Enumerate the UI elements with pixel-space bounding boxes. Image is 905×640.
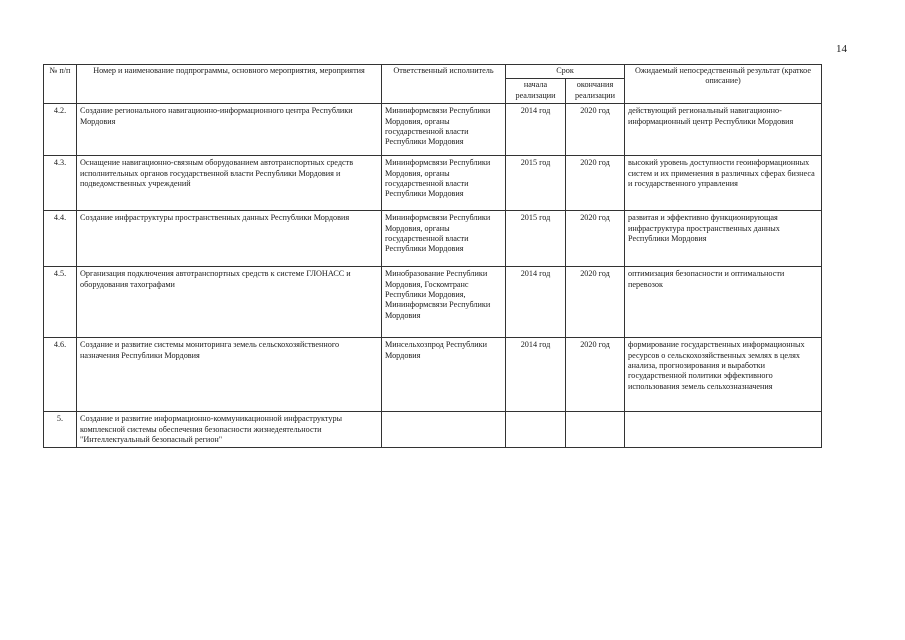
table-row	[44, 267, 822, 338]
header-end: окончания реализации	[566, 79, 625, 104]
header-term: Срок	[506, 65, 625, 79]
row-result: формирование государственных информационных ресурсов о сельскохозяйственных землях в целях анализа, прогнозирования и выработки государственной политики эффективного использования земель сельхозназначения	[625, 338, 822, 412]
row-result: развитая и эффективно функционирующая инфраструктура пространственных данных Республики Мордовия	[625, 211, 822, 267]
header-num: № п/п	[44, 65, 77, 104]
table-row	[44, 156, 822, 211]
page-number: 14	[836, 43, 847, 55]
row-end: 2020 год	[566, 211, 625, 267]
row-num: 4.5.	[44, 267, 77, 338]
header-responsible: Ответственный исполнитель	[382, 65, 506, 104]
row-start: 2015 год	[506, 156, 566, 211]
table-row	[44, 412, 822, 448]
row-start: 2014 год	[506, 338, 566, 412]
row-result: действующий региональный навигационно-информационный центр Республики Мордовия	[625, 104, 822, 156]
row-num: 4.2.	[44, 104, 77, 156]
row-result: оптимизация безопасности и оптимальности перевозок	[625, 267, 822, 338]
row-name: Создание регионального навигационно-информационного центра Республики Мордовия	[77, 104, 382, 156]
row-responsible	[382, 412, 506, 448]
row-end	[566, 412, 625, 448]
row-name: Организация подключения автотранспортных средств к системе ГЛОНАСС и оборудования тахографами	[77, 267, 382, 338]
table-row	[44, 104, 822, 156]
row-responsible: Минсельхозпрод Республики Мордовия	[382, 338, 506, 412]
row-name: Создание инфраструктуры пространственных данных Республики Мордовия	[77, 211, 382, 267]
row-end: 2020 год	[566, 338, 625, 412]
row-responsible: Мининформсвязи Республики Мордовия, органы государственной власти Республики Мордовия	[382, 104, 506, 156]
row-num: 5.	[44, 412, 77, 448]
row-responsible: Мининформсвязи Республики Мордовия, органы государственной власти Республики Мордовия	[382, 156, 506, 211]
row-responsible: Мининформсвязи Республики Мордовия, органы государственной власти Республики Мордовия	[382, 211, 506, 267]
row-num: 4.4.	[44, 211, 77, 267]
row-name: Создание и развитие информационно-коммуникационной инфраструктуры комплексной системы обеспечения безопасности жизнедеятельности "Интеллектуальный безопасный регион"	[77, 412, 382, 448]
row-name: Оснащение навигационно-связным оборудованием автотранспортных средств исполнительных органов государственной власти Республики Мордовия и подведомственных учреждений	[77, 156, 382, 211]
row-result: высокий уровень доступности геоинформационных систем и их применения в различных сферах бизнеса и государственного управления	[625, 156, 822, 211]
header-result: Ожидаемый непосредственный результат (краткое описание)	[625, 65, 822, 104]
row-name: Создание и развитие системы мониторинга земель сельскохозяйственного назначения Республики Мордовия	[77, 338, 382, 412]
row-num: 4.3.	[44, 156, 77, 211]
row-end: 2020 год	[566, 104, 625, 156]
row-start	[506, 412, 566, 448]
row-end: 2020 год	[566, 267, 625, 338]
row-end: 2020 год	[566, 156, 625, 211]
row-start: 2014 год	[506, 267, 566, 338]
table-row	[44, 338, 822, 412]
table-row	[44, 211, 822, 267]
row-result	[625, 412, 822, 448]
row-responsible: Минобразование Республики Мордовия, Госкомтранс Республики Мордовия, Мининформсвязи Республики Мордовия	[382, 267, 506, 338]
header-name: Номер и наименование подпрограммы, основного мероприятия, мероприятия	[77, 65, 382, 104]
header-row-1	[44, 65, 822, 79]
header-start: начала реализации	[506, 79, 566, 104]
row-start: 2015 год	[506, 211, 566, 267]
row-num: 4.6.	[44, 338, 77, 412]
plan-table	[43, 64, 822, 448]
row-start: 2014 год	[506, 104, 566, 156]
